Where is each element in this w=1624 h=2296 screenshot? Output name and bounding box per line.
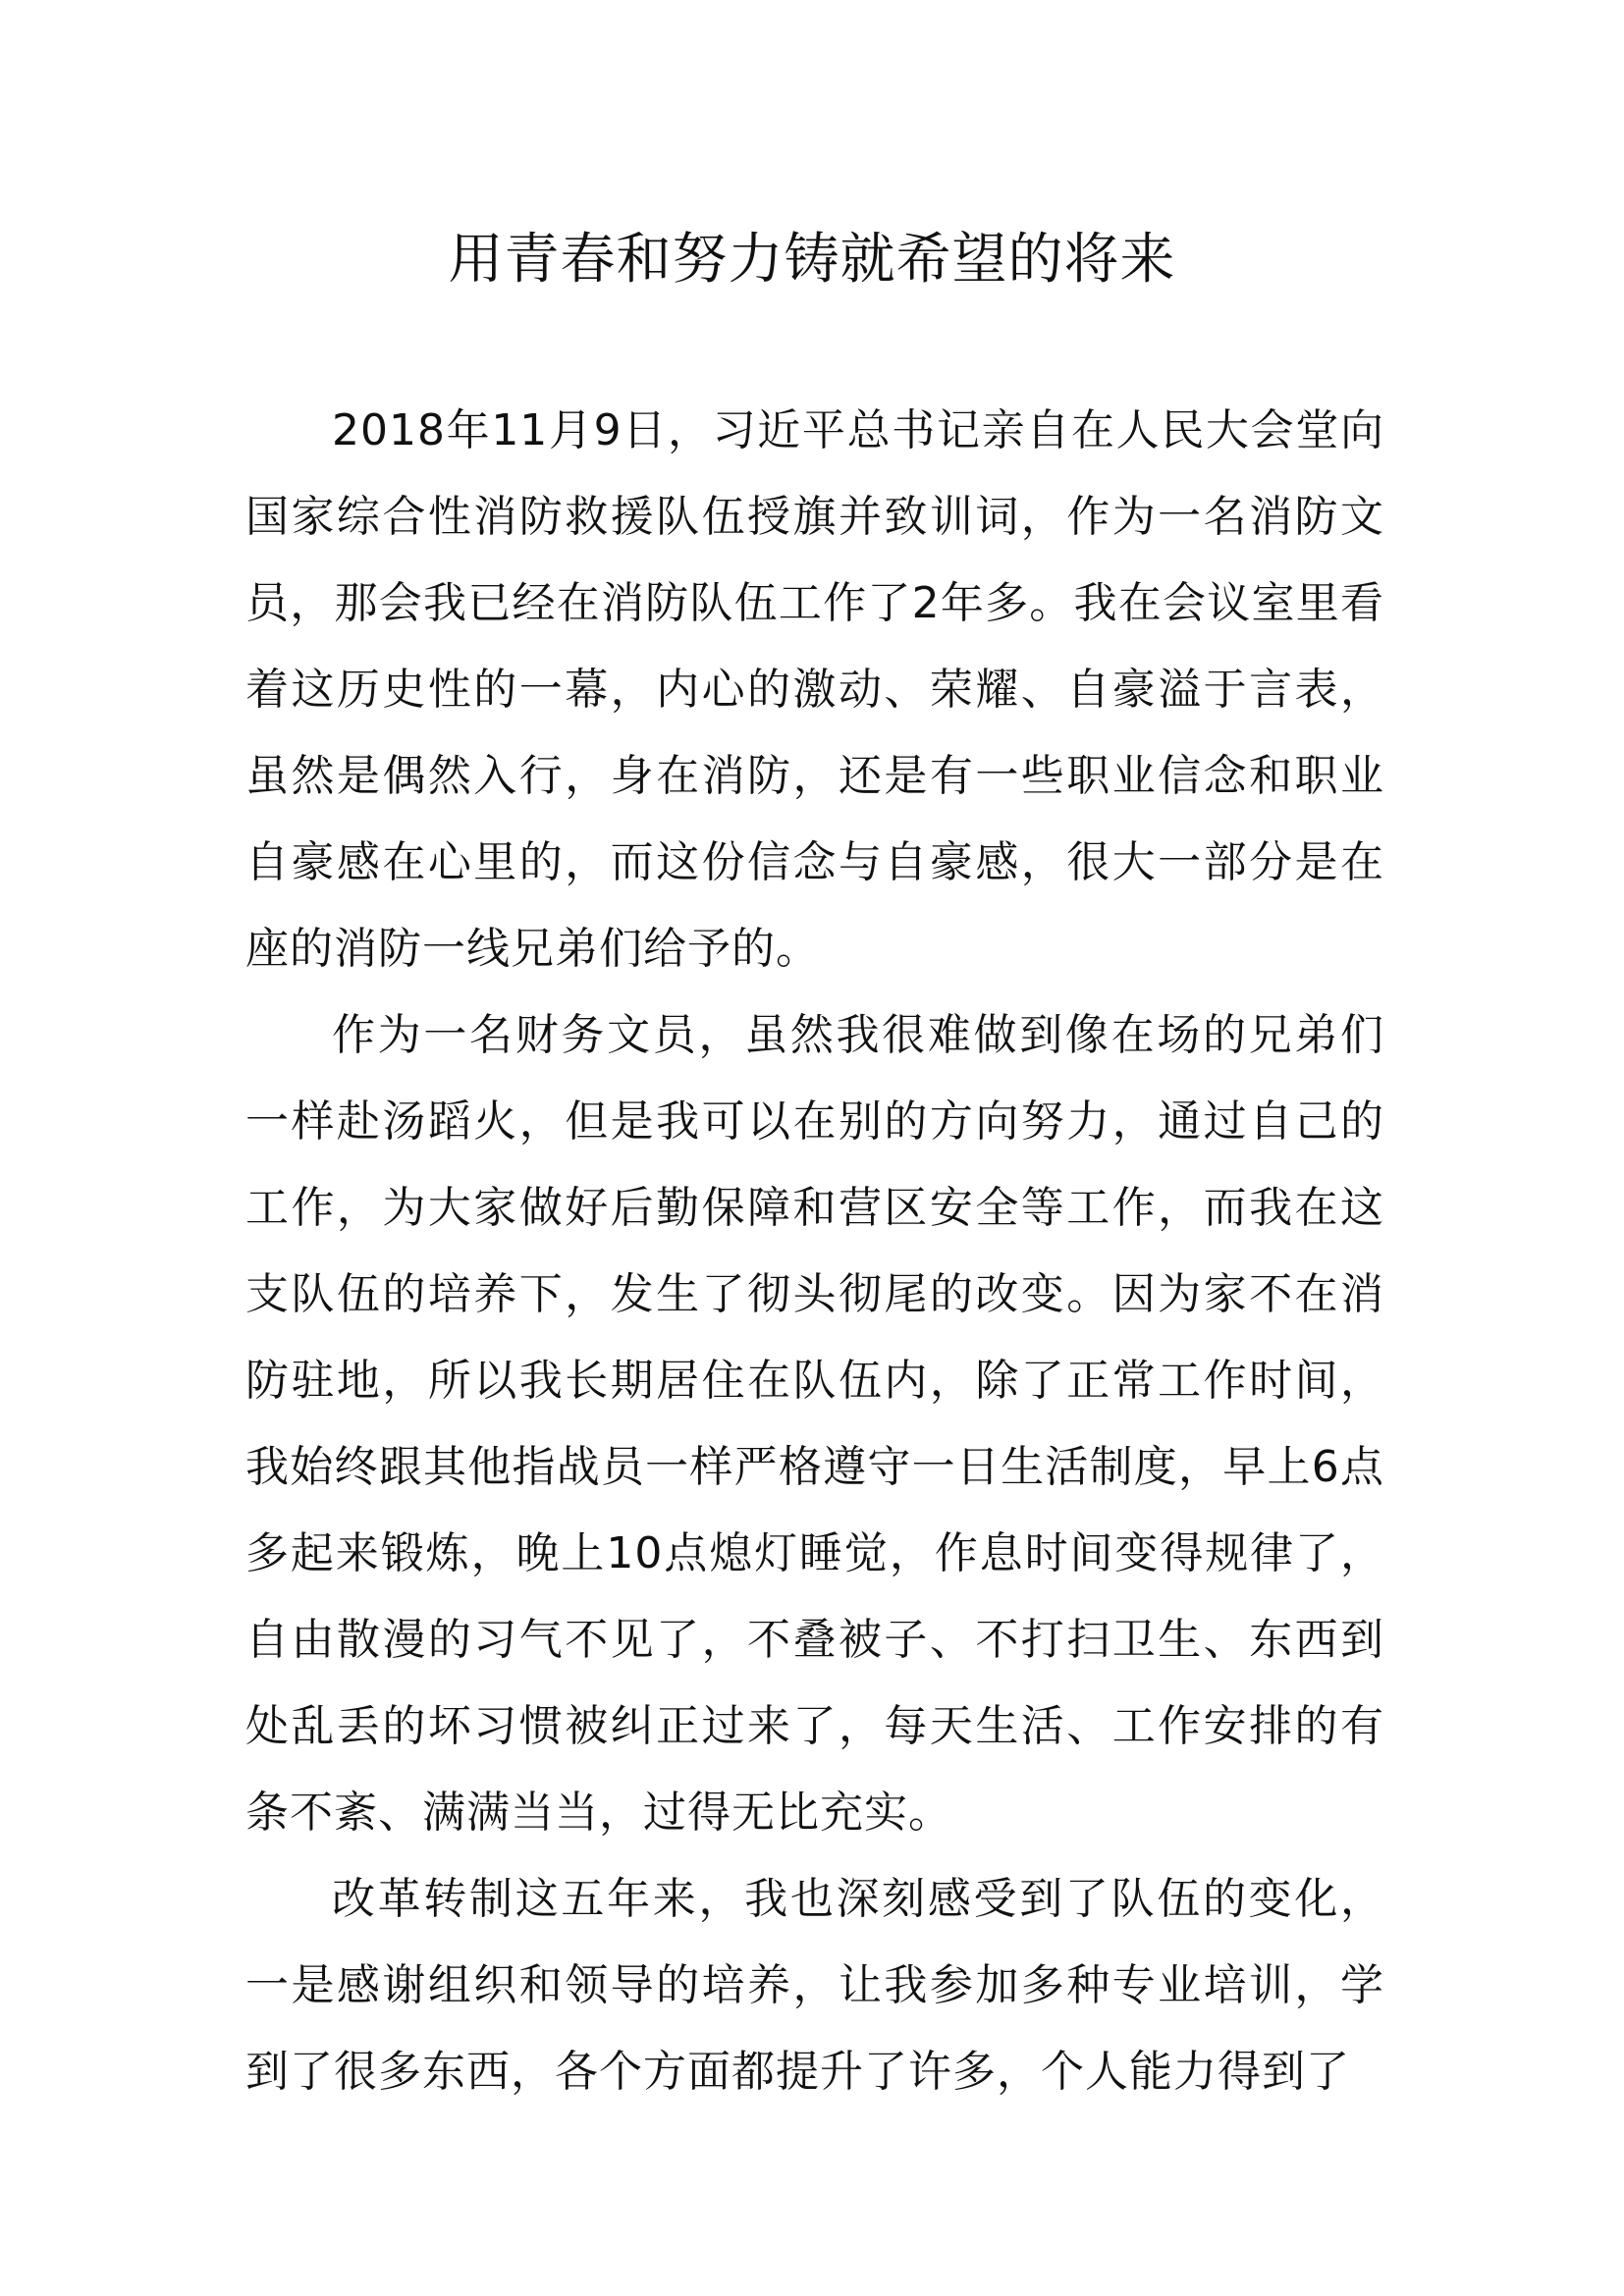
paragraph-2: 作为一名财务文员，虽然我很难做到像在场的兄弟们一样赴汤蹈火，但是我可以在别的方向努力，通过自己的工作，为大家做好后勤保障和营区安全等工作，而我在这支队伍的培养下，发生了彻头彻尾的改变。因为家不在消防驻地，所以我长期居住在队伍内，除了正常工作时间，我始终跟其他指战员一样严格遵守一日生活制度，早上6点多起来锻炼，晚上10点熄灯睡觉，作息时间变得规律了，自由散漫的习气不见了，不叠被子、不打扫卫生、东西到处乱丢的坏习惯被纠正过来了，每天生活、工作安排的有条不紊、满满当当，过得无比充实。: [245, 1010, 1384, 1838]
paragraph-1: 2018年11月9日，习近平总书记亲自在人民大会堂向国家综合性消防救援队伍授旗并致训词，作为一名消防文员，那会我已经在消防队伍工作了2年多。我在会议室里看着这历史性的一幕，内心的激动、荣耀、自豪溢于言表，虽然是偶然入行，身在消防，还是有一些职业信念和职业自豪感在心里的，而这份信念与自豪感，很大一部分是在座的消防一线兄弟们给予的。: [245, 405, 1384, 974]
document-title: 用青春和努力铸就希望的将来: [448, 228, 1176, 292]
paragraph-3: 改革转制这五年来，我也深刻感受到了队伍的变化，一是感谢组织和领导的培养，让我参加多种专业培训，学到了很多东西，各个方面都提升了许多，个人能力得到了: [245, 1874, 1384, 2097]
document-body: [245, 388, 1384, 2115]
